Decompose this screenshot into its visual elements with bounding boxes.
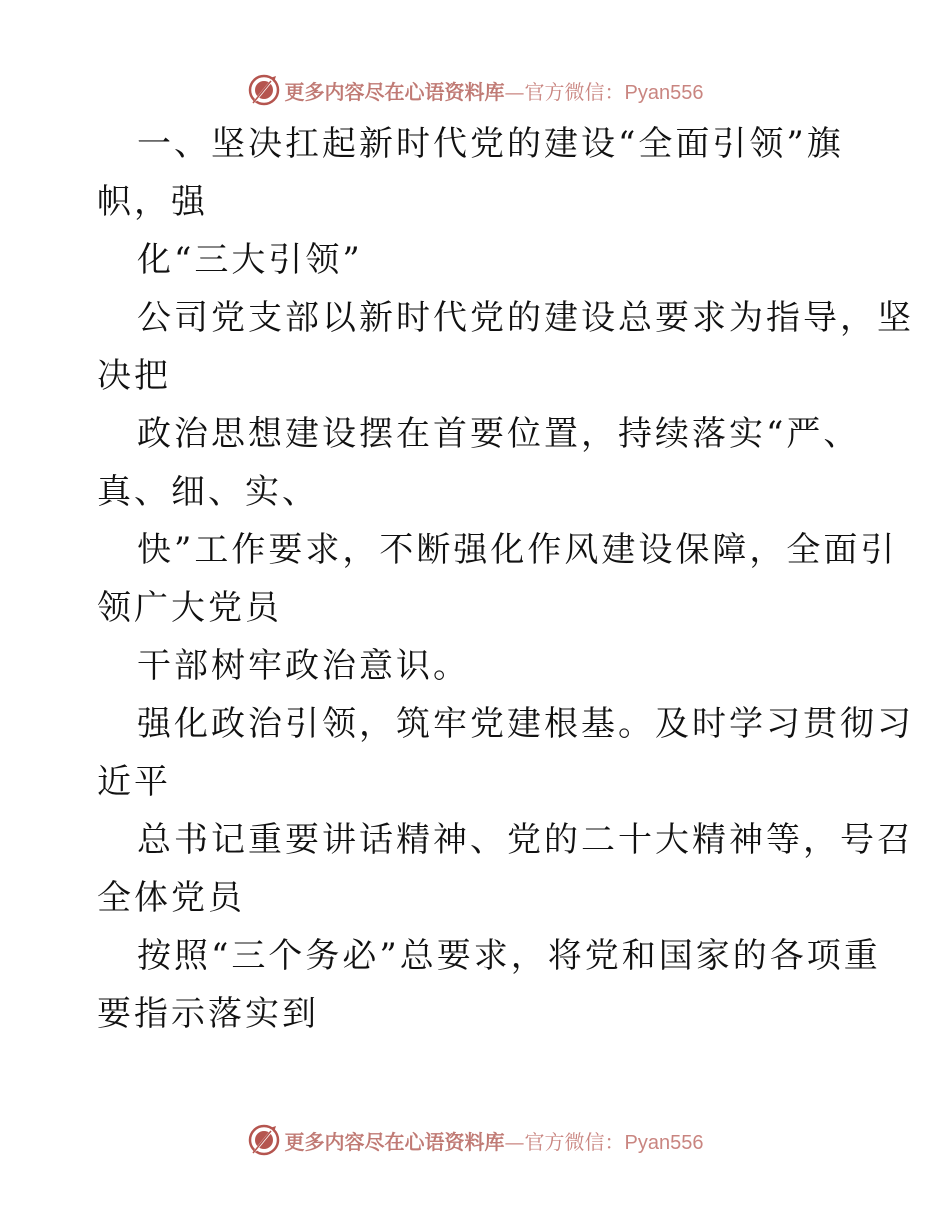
footer-banner-dash: — [504,1129,525,1154]
text-line: 政治思想建设摆在首要位置，持续落实“严、 [137,414,861,454]
header-banner-main: 更多内容尽在心语资料库 [284,79,505,104]
text-line: 公司党支部以新时代党的建设总要求为指导，坚 [137,298,914,338]
footer-banner [0,1120,950,1160]
text-line: 真、细、实、 [97,472,319,512]
text-line: 按照“三个务必”总要求，将党和国家的各项重 [137,936,881,976]
text-line: 领广大党员 [97,588,282,628]
header-banner [0,70,950,110]
text-line: 要指示落实到 [97,994,319,1034]
text-line: 强化政治引领，筑牢党建根基。及时学习贯彻习 [137,704,914,744]
text-line: 干部树牢政治意识。 [137,646,470,686]
header-banner-sub: 官方微信： [524,79,625,104]
header-banner-dash: — [504,79,525,104]
text-line: 总书记重要讲话精神、党的二十大精神等，号召 [137,820,914,860]
header-banner-wechat: Pyan556 [624,81,704,104]
text-line: 决把 [97,356,171,396]
text-line: 一、坚决扛起新时代党的建设“全面引领”旗 [137,124,844,164]
footer-banner-main: 更多内容尽在心语资料库 [284,1129,505,1154]
footer-banner-text [285,1126,704,1155]
footer-banner-sub: 官方微信： [524,1129,625,1154]
text-line: 全体党员 [97,878,245,918]
pen-seal-icon [247,1123,281,1157]
text-line: 帜，强 [97,182,208,222]
pen-seal-icon [247,73,281,107]
text-line: 化“三大引领” [137,240,363,280]
footer-banner-wechat: Pyan556 [624,1131,704,1154]
document-body [97,115,914,1043]
text-line: 快”工作要求，不断强化作风建设保障，全面引 [137,530,898,570]
header-banner-text [285,76,704,105]
text-line: 近平 [97,762,171,802]
